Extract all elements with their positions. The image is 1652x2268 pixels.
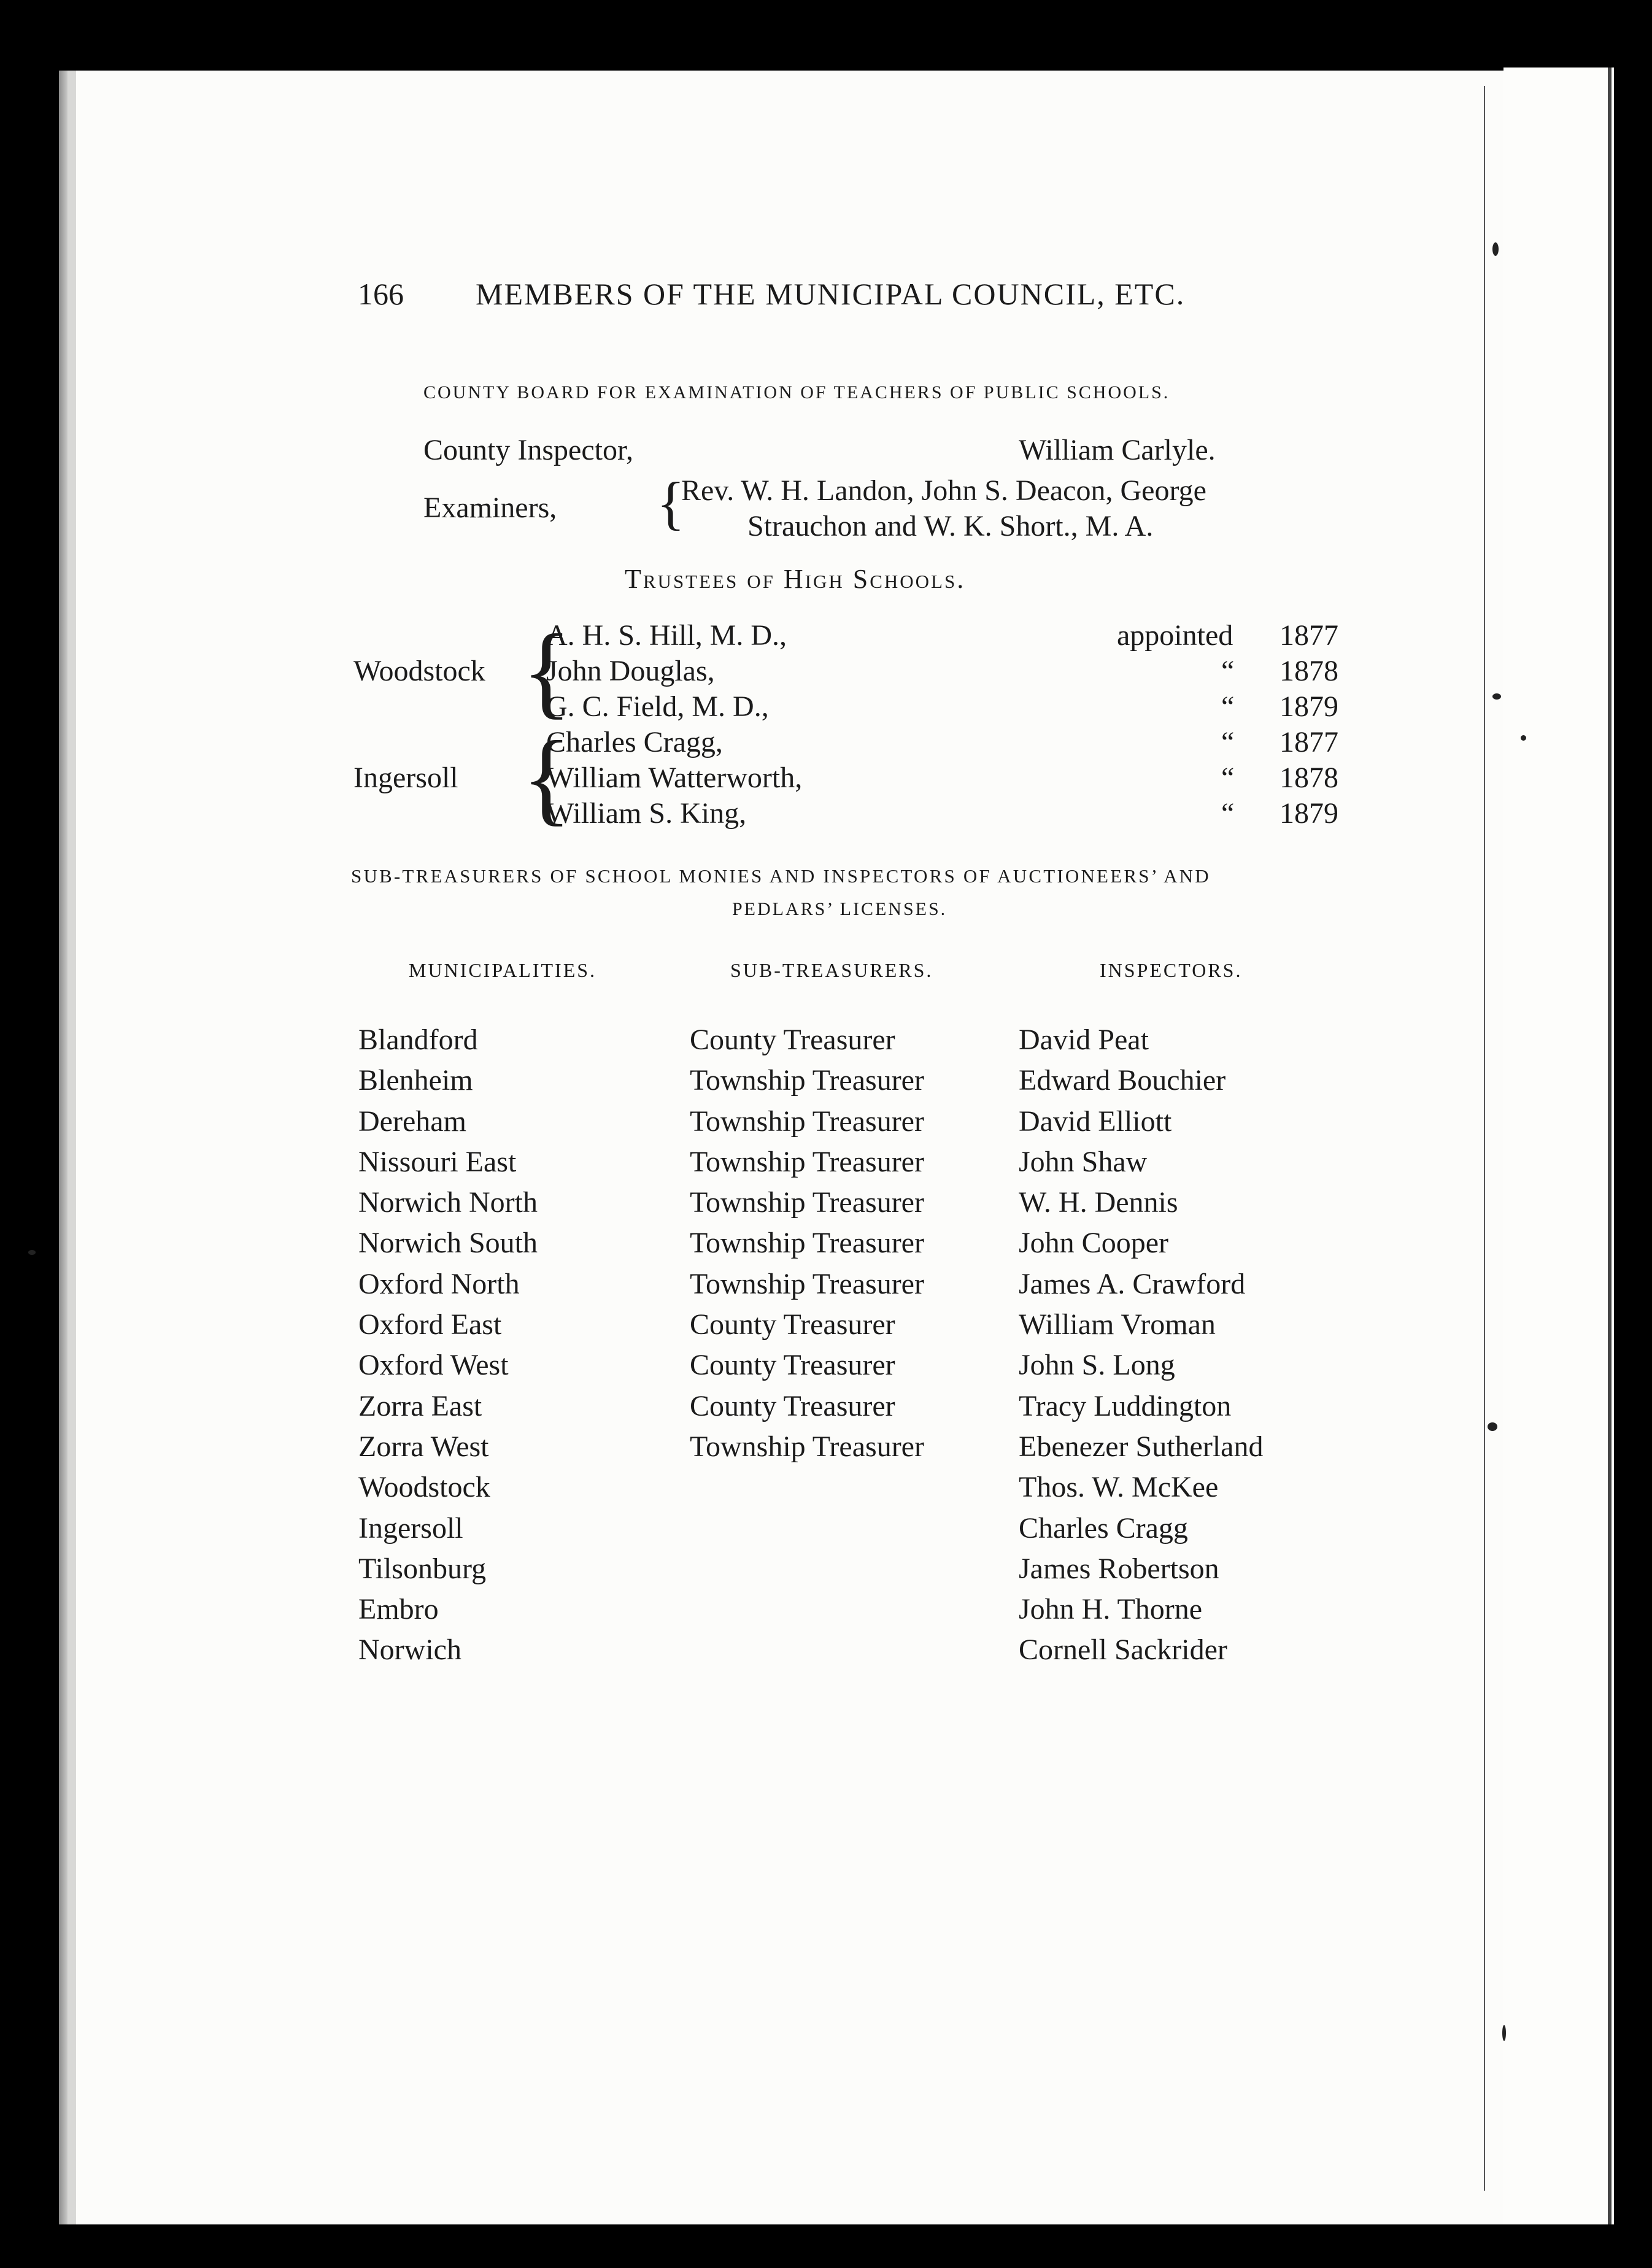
inspector-cell: Charles Cragg [1019, 1511, 1188, 1545]
inspector-cell: James A. Crawford [1019, 1267, 1246, 1300]
column-header-municipalities: MUNICIPALITIES. [409, 959, 597, 981]
inspector-cell: Cornell Sackrider [1019, 1634, 1227, 1667]
treasurer-cell: County Treasurer [690, 1389, 895, 1422]
treasurer-cell: Township Treasurer [690, 1064, 924, 1097]
scan-speck [1502, 2025, 1506, 2041]
county-inspector-name: William Carlyle. [1019, 434, 1216, 466]
inspector-cell: Thos. W. McKee [1019, 1471, 1219, 1504]
scan-speck [1488, 1422, 1497, 1431]
examiners-label: Examiners, [423, 492, 557, 524]
inspector-cell: Tracy Luddington [1019, 1389, 1232, 1422]
inspector-cell: David Peat [1019, 1024, 1149, 1056]
scan-speck [1521, 735, 1526, 741]
trustee-name: John Douglas, [546, 655, 715, 687]
county-board-heading: COUNTY BOARD FOR EXAMINATION OF TEACHERS OF PUBLIC SCHOOLS. [423, 382, 1170, 403]
municipality-cell: Norwich [358, 1634, 461, 1667]
municipality-cell: Woodstock [358, 1471, 490, 1504]
inspector-cell: Ebenezer Sutherland [1019, 1430, 1264, 1463]
treasurer-cell: Township Treasurer [690, 1227, 924, 1260]
page-number: 166 [358, 277, 404, 311]
inspector-cell: David Elliott [1019, 1105, 1172, 1138]
examiners-line-1: Rev. W. H. Landon, John S. Deacon, George [681, 474, 1206, 507]
ditto-mark: “ [1221, 762, 1235, 794]
trustee-name: William S. King, [546, 797, 747, 830]
facing-page-strip [1503, 68, 1614, 2224]
trustee-name: William Watterworth, [546, 762, 803, 794]
municipality-cell: Oxford West [358, 1349, 509, 1382]
running-head: MEMBERS OF THE MUNICIPAL COUNCIL, ETC. [476, 277, 1186, 311]
municipality-cell: Norwich South [358, 1227, 538, 1260]
trustee-appointed-label: appointed [1117, 619, 1233, 652]
municipality-cell: Norwich North [358, 1186, 538, 1219]
municipality-cell: Nissouri East [358, 1145, 517, 1178]
municipality-cell: Oxford North [358, 1267, 520, 1300]
inspector-cell: John S. Long [1019, 1349, 1175, 1382]
sub-treasurers-heading-line-1: SUB-TREASURERS OF SCHOOL MONIES AND INSPECTORS OF AUCTIONEERS’ AND [351, 865, 1211, 887]
trustees-heading: Trustees of High Schools. [625, 564, 966, 594]
trustee-year: 1879 [1280, 797, 1338, 830]
scan-speck [28, 1250, 36, 1255]
inspector-cell: W. H. Dennis [1019, 1186, 1178, 1219]
inspector-cell: James Robertson [1019, 1552, 1219, 1585]
trustee-year: 1877 [1280, 726, 1338, 758]
woodstock-brace: { [522, 613, 572, 728]
municipality-cell: Blandford [358, 1024, 478, 1056]
treasurer-cell: County Treasurer [690, 1024, 895, 1056]
municipality-cell: Zorra West [358, 1430, 489, 1463]
sub-treasurers-heading-line-2: PEDLARS’ LICENSES. [732, 899, 948, 919]
trustee-year: 1877 [1280, 619, 1338, 652]
inspector-cell: Edward Bouchier [1019, 1064, 1226, 1097]
trustee-town-ingersoll: Ingersoll [353, 762, 458, 794]
trustee-year: 1878 [1280, 762, 1338, 794]
treasurer-cell: Township Treasurer [690, 1186, 924, 1219]
municipality-cell: Blenheim [358, 1064, 473, 1097]
county-inspector-label: County Inspector, [423, 434, 634, 466]
column-header-sub-treasurers: SUB-TREASURERS. [730, 959, 933, 981]
treasurer-cell: County Treasurer [690, 1308, 895, 1341]
inspector-cell: John Shaw [1019, 1145, 1148, 1178]
ditto-mark: “ [1221, 726, 1235, 758]
trustee-name: A. H. S. Hill, M. D., [546, 619, 787, 652]
facing-page-edge [1608, 68, 1611, 2224]
sub-treasurers-column [690, 1020, 924, 1467]
municipality-cell: Oxford East [358, 1308, 502, 1341]
municipality-cell: Tilsonburg [358, 1552, 487, 1585]
page-edge-line [1484, 86, 1485, 2191]
municipality-cell: Zorra East [358, 1389, 482, 1422]
inspector-cell: John Cooper [1019, 1227, 1168, 1260]
ditto-mark: “ [1221, 797, 1235, 830]
ingersoll-brace: { [522, 720, 572, 835]
treasurer-cell: County Treasurer [690, 1349, 895, 1382]
ditto-mark: “ [1221, 655, 1235, 687]
ditto-mark: “ [1221, 690, 1235, 723]
municipality-cell: Dereham [358, 1105, 466, 1138]
municipality-cell: Embro [358, 1593, 439, 1626]
inspector-cell: John H. Thorne [1019, 1593, 1203, 1626]
treasurer-cell: Township Treasurer [690, 1267, 924, 1300]
trustee-name: Charles Cragg, [546, 726, 723, 758]
treasurer-cell: Township Treasurer [690, 1145, 924, 1178]
inspectors-column [1019, 1020, 1263, 1671]
treasurer-cell: Township Treasurer [690, 1430, 924, 1463]
column-header-inspectors: INSPECTORS. [1100, 959, 1243, 981]
trustee-name: G. C. Field, M. D., [546, 690, 769, 723]
trustee-year: 1879 [1280, 690, 1338, 723]
inspector-cell: William Vroman [1019, 1308, 1216, 1341]
municipality-cell: Ingersoll [358, 1511, 463, 1545]
trustee-year: 1878 [1280, 655, 1338, 687]
examiners-line-2: Strauchon and W. K. Short., M. A. [747, 510, 1154, 542]
examiners-brace: { [657, 470, 685, 536]
scan-speck [1492, 693, 1501, 700]
treasurer-cell: Township Treasurer [690, 1105, 924, 1138]
scan-speck [1492, 242, 1499, 256]
trustee-town-woodstock: Woodstock [353, 655, 485, 687]
municipalities-column [358, 1020, 538, 1671]
